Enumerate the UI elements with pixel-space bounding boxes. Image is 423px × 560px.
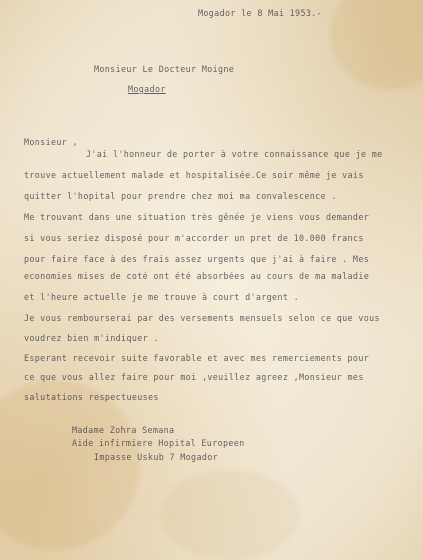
signature-title: Aide infirmiere Hopital Europeen [72,438,245,448]
paper-stain [160,470,300,560]
body-line: Je vous rembourserai par des versements mensuels selon ce que vous [24,313,380,323]
date-line: Mogador le 8 Mai 1953.- [198,8,323,18]
body-line: quitter l'hopital pour prendre chez moi ma convalescence . [24,191,337,201]
paper-stain [0,380,140,550]
body-line: si vous seriez disposé pour m'accorder un pret de 10.000 francs [24,233,364,243]
body-line: Me trouvant dans une situation très gênée je viens vous demander [24,212,370,222]
body-line: salutations respectueuses [24,392,159,402]
body-line: ce que vous allez faire pour moi ,veuillez agreez ,Monsieur mes [24,372,364,382]
body-line: Esperant recevoir suite favorable et avec mes remerciements pour [24,353,370,363]
body-line: pour faire face à des frais assez urgents que j'ai à faire . Mes [24,254,370,264]
body-line: J'ai l'honneur de porter à votre connaissance que je me [86,149,383,159]
body-line: voudrez bien m'indiquer . [24,333,159,343]
body-line: trouve actuellement malade et hospitalisée.Ce soir même je vais [24,170,364,180]
recipient-name: Monsieur Le Docteur Moigne [94,64,235,74]
body-line: et l'heure actuelle je me trouve à court d'argent . [24,292,300,302]
signature-address: Impasse Uskub 7 Mogador [94,452,219,462]
salutation: Monsieur , [24,137,78,147]
signature-name: Madame Zohra Semana [72,425,175,435]
recipient-city: Mogador [128,84,166,94]
paper-stain [330,0,423,90]
body-line: economies mises de coté ont été absorbées au cours de ma maladie [24,271,370,281]
